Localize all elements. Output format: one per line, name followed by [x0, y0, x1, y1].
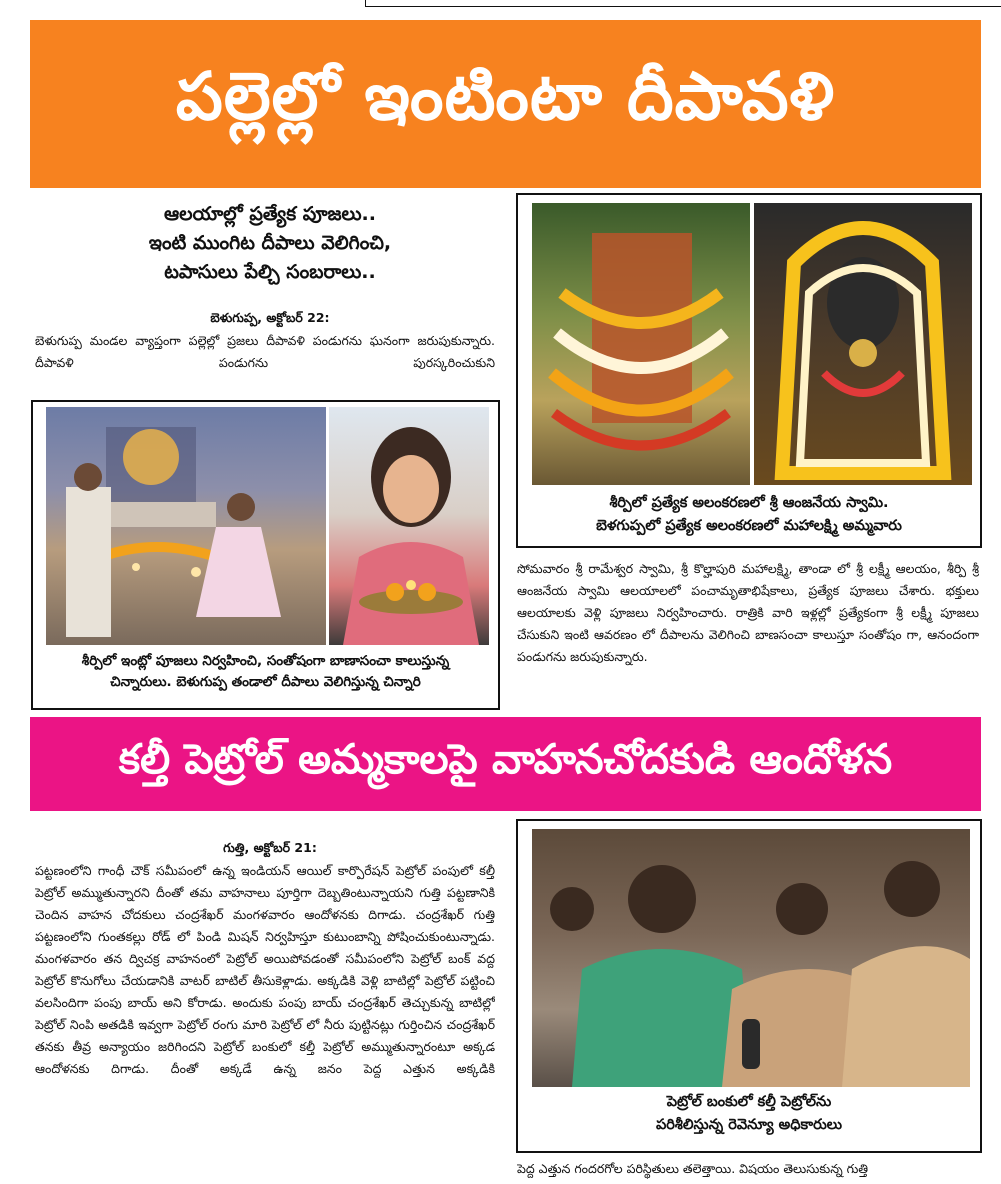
children-caption-line-1: శీర్పిలో ఇంట్లో పూజలు నిర్వహించి, సంతోషంగా బాణాసంచా కాలుస్తున్న: [81, 653, 450, 669]
story2-dateline: గుత్తి, అక్టోబర్ 21:: [223, 840, 317, 855]
story2-body: పట్టణంలోని గాంధీ చౌక్ సమీపంలో ఉన్న ఇండియన్ ఆయిల్ కార్పొరేషన్ పెట్రోల్ పంపులో కల్తీ పెట్రోల్ అమ్ముతున్నారని దీంతో తమ వాహనాలు పూర్తిగా దెబ్బతింటున్నాయని గుత్తి పట్టణానికి చెందిన వాహన చోదకులు చంద్రశేఖర్ మంగళవారం ఆందోళనకు దిగాడు. చంద్రశేఖర్ గుత్తి పట్టణంలోని గుంతకల్లు రోడ్ లో పిండి మిషన్ నిర్వహిస్తూ కుటుంబాన్ని పోషించుకుంటున్నాడు. మంగళవారం తన ద్విచక్ర వాహనంలో పెట్రోల్ అయిపోవడంతో సమీపంలోని పెట్రోల్ బంక్ వద్ద పెట్రోల్ కొనుగోలు చేయడానికి వాటర్ బాటిల్ తీసుకెళ్లాడు. అక్కడికి వెళ్లి బాటిల్లో పెట్రోల్ పట్టించి వలసిందిగా పంపు బాయ్ అని కోరాడు. అందుకు పంపు బాయ్ చంద్రశేఖర్ తెచ్చుకున్న బాటిల్లో పెట్రోల్ నింపి అతడికి ఇవ్వగా పెట్రోల్ రంగు మారి పెట్రోల్ లో నీరు పుట్టినట్లు గుర్తించిన చంద్రశేఖర్ తనకు తీవ్ర అన్యాయం జరిగిందని పెట్రోల్ బంకులో కల్తీ పెట్రోల్ అమ్ముతున్నారంటూ అక్కడ ఆందోళనకు దిగాడు. దీంతో అక్కడే ఉన్న జనం పెద్ద ఎత్తున అక్కడికి: [35, 863, 495, 1076]
story1-body-top: బెళుగుప్ప మండల వ్యాప్తంగా పల్లెల్లో ప్రజలు దీపావళి పండుగను ఘనంగా జరుపుకున్నారు. దీపావళి పండుగను పురస్కరించుకుని: [35, 333, 495, 370]
story2-body-right: పెద్ద ఎత్తున గందరగోల పరిస్థితులు తలెత్తాయి. విషయం తెలుసుకున్న గుత్తి: [517, 1161, 869, 1176]
story1-body-right: సోమవారం శ్రీ రామేశ్వర స్వామి, శ్రీ కొల్హాపురి మహాలక్ష్మి, తాండా లో శ్రీ లక్ష్మీ ఆలయం, శీర్పి శ్రీ ఆంజనేయ స్వామి ఆలయాలలో పంచామృతాభిషేకాలు, ప్రత్యేక పూజలు చేశారు. భక్తులు ఆలయాలకు వెళ్లి పూజలు నిర్వహించారు. రాత్రికి వారి ఇళ్లల్లో ప్రత్యేకంగా శ్రీ లక్ష్మీ పూజలు చేసుకుని ఇంటి ఆవరణం లో దీపాలను వెలిగించి బాణసంచా కాలుస్తూ సంతోషం గా, ఆనందంగా పండుగను జరుపుకున్నారు.: [517, 561, 979, 664]
photo-children: [31, 400, 500, 710]
anjaneya-image: [532, 203, 750, 485]
subheadline-line-3: టపాసులు పేల్చి సంబరాలు..: [164, 261, 376, 283]
story1-dateline: బెళుగుప్ప, అక్టోబర్ 22:: [210, 310, 330, 325]
children-photo-caption: [33, 651, 498, 693]
subheadline-line-1: ఆలయాల్లో ప్రత్యేక పూజలు..: [163, 203, 376, 225]
officials-image: [532, 829, 970, 1087]
photo-temple: [516, 193, 982, 548]
photo-officials: [516, 819, 982, 1153]
story1-subheadline: [35, 200, 505, 287]
officials-caption-line-1: పెట్రోల్ బంకులో కల్తీ పెట్రోల్‌ను: [666, 1094, 832, 1110]
mahalakshmi-image: [754, 203, 972, 485]
children-puja-image: [46, 407, 326, 645]
temple-photo-caption: [518, 492, 980, 538]
girl-with-lamp-image: [329, 407, 489, 645]
temple-caption-line-1: శీర్పిలో ప్రత్యేక అలంకరణలో శ్రీ ఆంజనేయ స్వామి.: [609, 495, 889, 511]
subheadline-line-2: ఇంటి ముంగిట దీపాలు వెలిగించి,: [148, 232, 392, 254]
top-rule: [365, 0, 1001, 7]
officials-photo-caption: [518, 1091, 980, 1137]
temple-caption-line-2: బెళగుప్పలో ప్రత్యేక అలంకరణలో మహాలక్ష్మి అమ్మవారు: [596, 518, 902, 534]
children-caption-line-2: చిన్నారులు. బెళుగుప్ప తండాలో దీపాలు వెలిగిస్తున్న చిన్నారి: [110, 674, 421, 690]
story1-banner: పల్లెల్లో ఇంటింటా దీపావళి: [30, 20, 981, 188]
story2-banner: కల్తీ పెట్రోల్ అమ్మకాలపై వాహనచోదకుడి ఆందోళన: [30, 717, 981, 811]
officials-caption-line-2: పరిశీలిస్తున్న రెవెన్యూ అధికారులు: [655, 1117, 843, 1133]
